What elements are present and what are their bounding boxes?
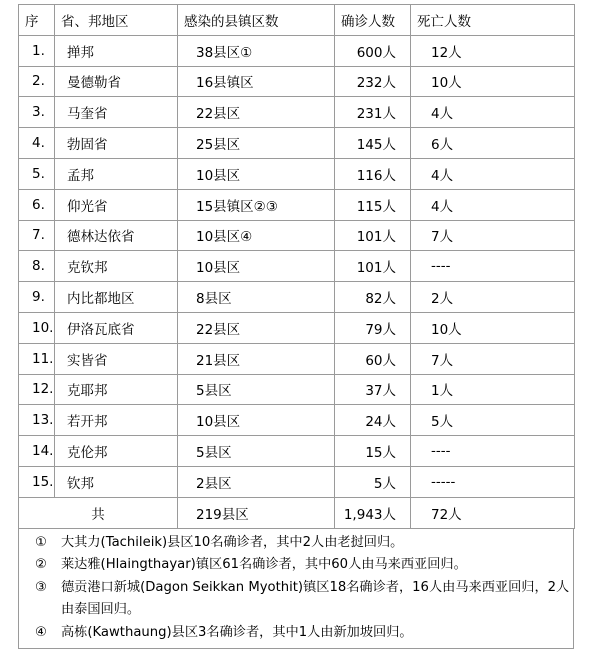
- row-index: 10.: [19, 312, 55, 343]
- row-index: 7.: [19, 220, 55, 251]
- row-index: 12.: [19, 374, 55, 405]
- row-region: 实皆省: [55, 343, 178, 374]
- table-row: [19, 251, 575, 282]
- row-deaths: 5人: [411, 405, 575, 436]
- row-index: 14.: [19, 436, 55, 467]
- covid-region-table: [18, 4, 574, 649]
- row-index: 1.: [19, 35, 55, 66]
- row-region: 仰光省: [55, 189, 178, 220]
- row-index: 9.: [19, 282, 55, 313]
- row-confirmed: 115人: [335, 189, 411, 220]
- row-confirmed: 60人: [335, 343, 411, 374]
- footnote: [35, 577, 573, 622]
- row-region: 勃固省: [55, 128, 178, 159]
- row-deaths: 7人: [411, 220, 575, 251]
- row-county-count: 22县区: [178, 97, 335, 128]
- table-row: [19, 66, 575, 97]
- row-confirmed: 82人: [335, 282, 411, 313]
- row-deaths: 4人: [411, 189, 575, 220]
- statistics-table: [18, 4, 575, 529]
- row-confirmed: 15人: [335, 436, 411, 467]
- footnote-marker: ③: [35, 579, 47, 595]
- header-confirmed: 确诊人数: [335, 5, 411, 36]
- footnote-text: 莱达雅(Hlaingthayar)镇区61名确诊者，其中60人由马来西亚回归。: [61, 557, 467, 573]
- table-row: [19, 282, 575, 313]
- row-region: 克钦邦: [55, 251, 178, 282]
- table-row: [19, 436, 575, 467]
- footnote: [35, 622, 573, 645]
- row-confirmed: 232人: [335, 66, 411, 97]
- footnote-marker: ①: [35, 534, 47, 550]
- row-confirmed: 101人: [335, 251, 411, 282]
- footnote: [35, 554, 573, 577]
- footnote-text: 高栋(Kawthaung)县区3名确诊者，其中1人由新加坡回归。: [61, 624, 413, 640]
- row-deaths: ----: [411, 436, 575, 467]
- row-index: 8.: [19, 251, 55, 282]
- row-county-count: 10县区: [178, 405, 335, 436]
- table-body: [19, 35, 575, 497]
- row-deaths: 10人: [411, 312, 575, 343]
- row-deaths: 7人: [411, 343, 575, 374]
- row-confirmed: 231人: [335, 97, 411, 128]
- table-row: [19, 220, 575, 251]
- row-region: 若开邦: [55, 405, 178, 436]
- row-region: 德林达依省: [55, 220, 178, 251]
- row-region: 伊洛瓦底省: [55, 312, 178, 343]
- table-row: [19, 312, 575, 343]
- row-deaths: 12人: [411, 35, 575, 66]
- footnote-marker: ④: [35, 624, 47, 640]
- table-row: [19, 374, 575, 405]
- total-county-count: 219县区: [178, 497, 335, 528]
- row-deaths: ----: [411, 251, 575, 282]
- footnote: [35, 532, 573, 555]
- row-index: 4.: [19, 128, 55, 159]
- table-row: [19, 466, 575, 497]
- total-deaths: 72人: [411, 497, 575, 528]
- row-index: 11.: [19, 343, 55, 374]
- row-county-count: 8县区: [178, 282, 335, 313]
- row-region: 曼德勒省: [55, 66, 178, 97]
- row-confirmed: 24人: [335, 405, 411, 436]
- row-county-count: 25县区: [178, 128, 335, 159]
- table-row: [19, 343, 575, 374]
- row-county-count: 21县区: [178, 343, 335, 374]
- row-county-count: 10县区④: [178, 220, 335, 251]
- row-confirmed: 600人: [335, 35, 411, 66]
- row-county-count: 5县区: [178, 436, 335, 467]
- table-row: [19, 158, 575, 189]
- table-row: [19, 405, 575, 436]
- row-index: 13.: [19, 405, 55, 436]
- row-deaths: 1人: [411, 374, 575, 405]
- row-deaths: 4人: [411, 97, 575, 128]
- row-index: 3.: [19, 97, 55, 128]
- row-county-count: 10县区: [178, 251, 335, 282]
- row-index: 6.: [19, 189, 55, 220]
- row-county-count: 16县镇区: [178, 66, 335, 97]
- row-confirmed: 101人: [335, 220, 411, 251]
- row-region: 克耶邦: [55, 374, 178, 405]
- row-region: 克伦邦: [55, 436, 178, 467]
- row-county-count: 15县镇区②③: [178, 189, 335, 220]
- footnote-text: 德贡港口新城(Dagon Seikkan Myothit)镇区18名确诊者，16人由马来西亚回归，2人由泰国回归。: [61, 579, 570, 618]
- footnote-text: 大其力(Tachileik)县区10名确诊者，其中2人由老挝回归。: [61, 534, 404, 550]
- row-deaths: 6人: [411, 128, 575, 159]
- total-label: 共: [19, 497, 178, 528]
- row-county-count: 5县区: [178, 374, 335, 405]
- table-row: [19, 97, 575, 128]
- row-deaths: -----: [411, 466, 575, 497]
- row-region: 掸邦: [55, 35, 178, 66]
- row-confirmed: 37人: [335, 374, 411, 405]
- table-row: [19, 35, 575, 66]
- footnote-marker: ②: [35, 557, 47, 573]
- header-row: [19, 5, 575, 36]
- header-index: 序: [19, 5, 55, 36]
- row-confirmed: 116人: [335, 158, 411, 189]
- row-region: 马奎省: [55, 97, 178, 128]
- footnotes: [18, 529, 574, 650]
- row-confirmed: 145人: [335, 128, 411, 159]
- row-region: 孟邦: [55, 158, 178, 189]
- table-row: [19, 128, 575, 159]
- row-index: 5.: [19, 158, 55, 189]
- row-deaths: 10人: [411, 66, 575, 97]
- row-deaths: 2人: [411, 282, 575, 313]
- row-confirmed: 5人: [335, 466, 411, 497]
- row-deaths: 4人: [411, 158, 575, 189]
- table-row: [19, 189, 575, 220]
- header-deaths: 死亡人数: [411, 5, 575, 36]
- row-index: 2.: [19, 66, 55, 97]
- total-row: [19, 497, 575, 528]
- row-county-count: 38县区①: [178, 35, 335, 66]
- row-region: 内比都地区: [55, 282, 178, 313]
- row-confirmed: 79人: [335, 312, 411, 343]
- row-county-count: 22县区: [178, 312, 335, 343]
- header-county-count: 感染的县镇区数: [178, 5, 335, 36]
- row-county-count: 10县区: [178, 158, 335, 189]
- row-county-count: 2县区: [178, 466, 335, 497]
- row-region: 钦邦: [55, 466, 178, 497]
- total-confirmed: 1,943人: [335, 497, 411, 528]
- row-index: 15.: [19, 466, 55, 497]
- header-region: 省、邦地区: [55, 5, 178, 36]
